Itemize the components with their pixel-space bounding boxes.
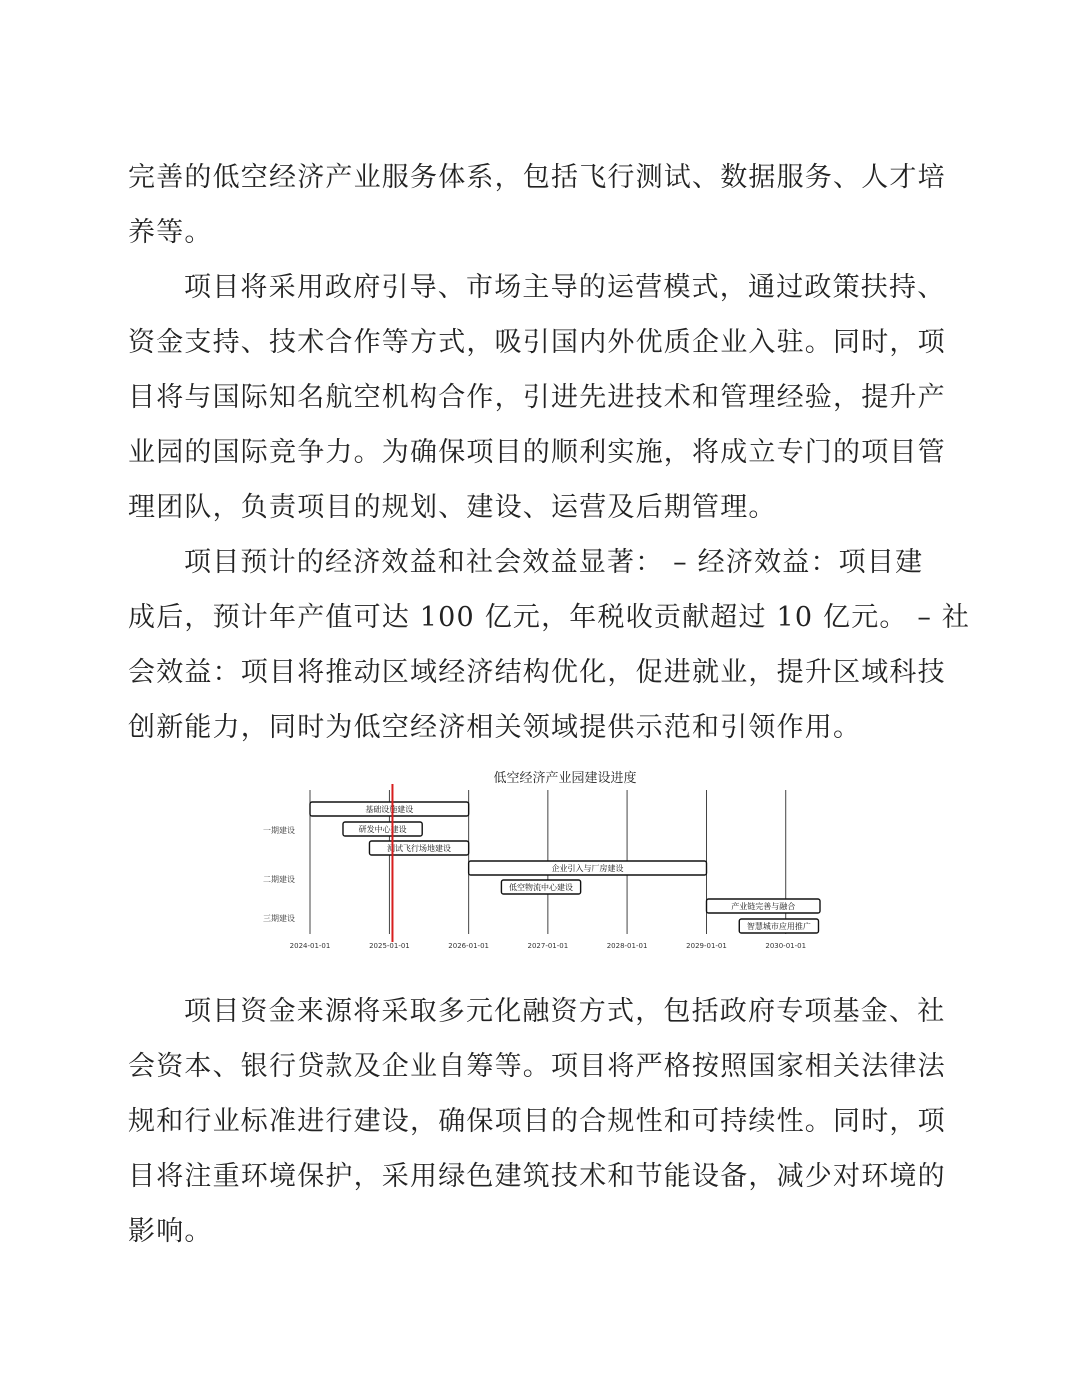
paragraph-line: 创新能力，同时为低空经济相关领域提供示范和引领作用。 (128, 712, 862, 743)
paragraph-line: 项目资金来源将采取多元化融资方式，包括政府专项基金、社 (184, 996, 946, 1027)
x-tick-label: 2027-01-01 (527, 942, 569, 950)
paragraph-line: 项目预计的经济效益和社会效益显著： – 经济效益：项目建 (184, 547, 924, 578)
paragraph-3 (128, 546, 971, 766)
x-tick-label: 2026-01-01 (448, 942, 489, 950)
paragraph-line: 完善的低空经济产业服务体系，包括飞行测试、数据服务、人才培 (128, 162, 946, 193)
gantt-bar-label: 基础设施建设 (365, 805, 414, 814)
gantt-svg (250, 762, 830, 962)
gantt-bar-label: 测试飞行场地建设 (387, 844, 452, 853)
paragraph-line: 会资本、银行贷款及企业自筹等。项目将严格按照国家相关法律法 (128, 1051, 946, 1082)
construction-schedule-chart (250, 762, 830, 962)
gantt-bar-label: 企业引入与厂房建设 (551, 864, 624, 873)
group-label: 三期建设 (263, 914, 295, 923)
paragraph-line: 影响。 (128, 1216, 213, 1247)
group-label: 二期建设 (263, 875, 295, 884)
paragraph-line: 规和行业标准进行建设，确保项目的合规性和可持续性。同时，项 (128, 1106, 946, 1137)
x-tick-label: 2030-01-01 (765, 942, 807, 950)
paragraph-line: 目将注重环境保护，采用绿色建筑技术和节能设备，减少对环境的 (128, 1161, 946, 1192)
paragraph-2 (128, 271, 946, 551)
paragraph-line: 业园的国际竞争力。为确保项目的顺利实施，将成立专门的项目管 (128, 437, 946, 468)
paragraph-line: 资金支持、技术合作等方式，吸引国内外优质企业入驻。同时，项 (128, 327, 946, 358)
gantt-bar-label: 低空物流中心建设 (509, 883, 574, 892)
paragraph-4 (128, 995, 946, 1255)
paragraph-1 (128, 161, 946, 261)
paragraph-line: 项目将采用政府引导、市场主导的运营模式，通过政策扶持、 (184, 272, 946, 303)
gantt-bar-label: 产业链完善与融合 (731, 902, 796, 911)
gantt-bar-label: 研发中心建设 (358, 825, 407, 834)
paragraph-line: 养等。 (128, 217, 213, 248)
x-tick-label: 2024-01-01 (289, 942, 331, 950)
x-tick-label: 2025-01-01 (369, 942, 410, 950)
gantt-bar-label: 智慧城市应用推广 (746, 922, 811, 931)
paragraph-line: 成后，预计年产值可达 100 亿元，年税收贡献超过 10 亿元。 – 社 (128, 602, 971, 633)
group-label: 一期建设 (263, 826, 295, 835)
paragraph-line: 会效益：项目将推动区域经济结构优化，促进就业，提升区域科技 (128, 657, 946, 688)
paragraph-line: 理团队，负责项目的规划、建设、运营及后期管理。 (128, 492, 777, 523)
paragraph-line: 目将与国际知名航空机构合作，引进先进技术和管理经验，提升产 (128, 382, 946, 413)
x-tick-label: 2029-01-01 (686, 942, 727, 950)
chart-title: 低空经济产业园建设进度 (493, 771, 637, 786)
x-tick-label: 2028-01-01 (606, 942, 648, 950)
